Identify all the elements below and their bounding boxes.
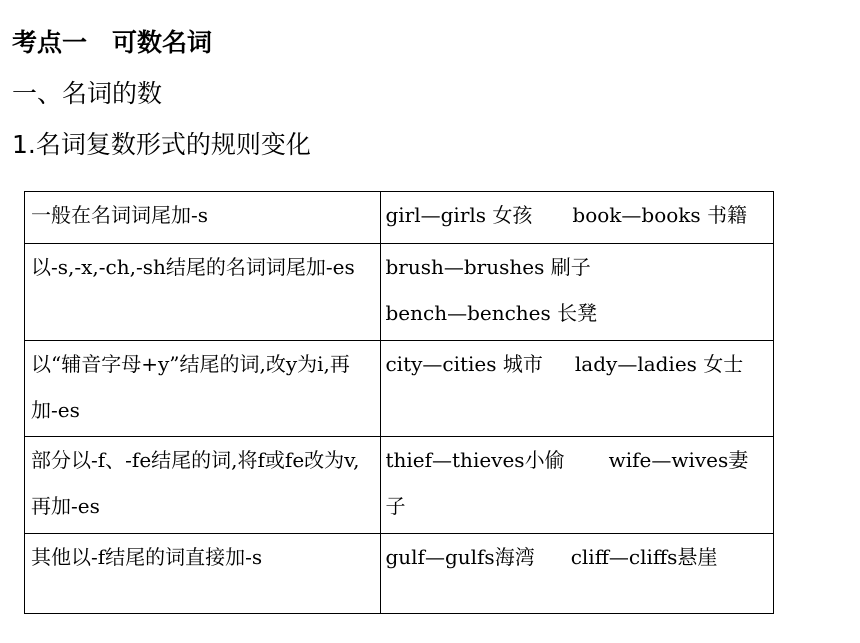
table-row (25, 244, 774, 341)
example-text: thief—thieves小偷 (385, 448, 565, 472)
example-cell (381, 534, 774, 614)
rule-cell (25, 341, 381, 437)
rule-text: 其他以-f结尾的词直接加-s (31, 545, 263, 569)
example-text: city—cities 城市 (385, 352, 543, 376)
example-text: book—books 书籍 (572, 203, 748, 227)
rule-text: 一般在名词词尾加-s (31, 203, 209, 227)
rule-cell (25, 192, 381, 244)
example-text: bench—benches 长凳 (385, 301, 598, 325)
rule-text: 以-s,-x,-ch,-sh结尾的名词词尾加-es (31, 255, 355, 279)
table-row (25, 437, 774, 534)
rule-cell (25, 534, 381, 614)
example-text: wife—wives妻子 (385, 448, 749, 518)
example-text: lady—ladies 女士 (574, 352, 744, 376)
example-text: brush—brushes 刷子 (385, 255, 591, 279)
example-text: cliff—cliffs悬崖 (570, 545, 718, 569)
example-text: gulf—gulfs海湾 (385, 545, 535, 569)
rule-cell (25, 244, 381, 341)
rule-cell (25, 437, 381, 534)
plural-rules-table (24, 191, 774, 614)
table-row (25, 534, 774, 614)
rule-text: 部分以-f、-fe结尾的词,将f或fe改为v,再加-es (31, 448, 360, 518)
topic-title: 1.名词复数形式的规则变化 (12, 130, 311, 159)
example-cell (381, 192, 774, 244)
section-title: 考点一 可数名词 (12, 28, 213, 57)
example-cell (381, 341, 774, 437)
rule-text: 以“辅音字母+y”结尾的词,改y为i,再加-es (31, 352, 350, 422)
table-row (25, 341, 774, 437)
example-cell (381, 437, 774, 534)
subsection-title: 一、名词的数 (12, 79, 163, 108)
example-cell (381, 244, 774, 341)
example-text: girl—girls 女孩 (385, 203, 533, 227)
table-row (25, 192, 774, 244)
